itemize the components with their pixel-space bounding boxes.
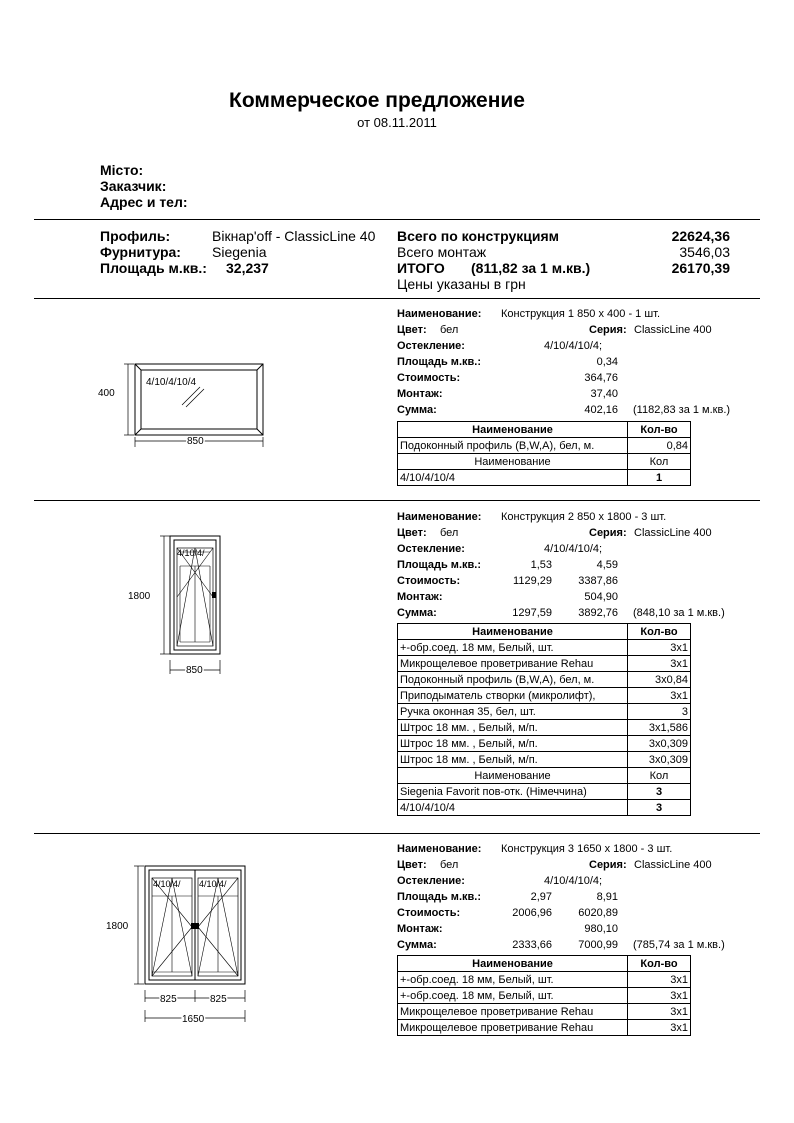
sum-unit: 1297,59 bbox=[512, 607, 552, 619]
item-name: Подоконный профиль (B,W,A), бел, м. bbox=[398, 672, 628, 688]
glazing-value: 4/10/4/10/4; bbox=[544, 340, 603, 352]
glass-label: 4/10/4/ bbox=[177, 548, 205, 558]
area-label: Площадь м.кв.: bbox=[397, 356, 481, 368]
divider bbox=[34, 298, 760, 299]
item-qty: 3 bbox=[628, 800, 691, 816]
width-dim: 850 bbox=[186, 665, 203, 676]
document-date: от 08.11.2011 bbox=[357, 115, 437, 130]
cost-label: Стоимость: bbox=[397, 907, 461, 919]
area-unit: 2,97 bbox=[530, 891, 552, 903]
construction-name: Конструкция 2 850 х 1800 - 3 шт. bbox=[501, 511, 667, 523]
col-name: Наименование bbox=[398, 454, 628, 470]
area-value: 32,237 bbox=[226, 260, 269, 276]
series-value: ClassicLine 400 bbox=[634, 527, 712, 539]
col-qty: Кол bbox=[628, 454, 691, 470]
divider bbox=[34, 500, 760, 501]
name-label: Наименование: bbox=[397, 308, 482, 320]
item-name: Микрощелевое проветривание Rehau bbox=[398, 656, 628, 672]
area-label: Площадь м.кв.: bbox=[100, 260, 207, 276]
sum-unit: 402,16 bbox=[584, 404, 618, 416]
currency-note: Цены указаны в грн bbox=[397, 276, 526, 292]
height-dim: 400 bbox=[98, 388, 115, 399]
total-constructions-label: Всего по конструкциям bbox=[397, 228, 560, 244]
color-label: Цвет: bbox=[397, 324, 427, 336]
item-name: +-обр.соед. 18 мм, Белый, шт. bbox=[398, 972, 628, 988]
total-install-value: 3546,03 bbox=[679, 244, 730, 260]
item-name: Ручка оконная 35, бел, шт. bbox=[398, 704, 628, 720]
hardware-value: Siegenia bbox=[212, 244, 267, 260]
glass-label: 4/10/4/ bbox=[153, 879, 181, 889]
install-value: 980,10 bbox=[584, 923, 618, 935]
item-name: 4/10/4/10/4 bbox=[398, 800, 628, 816]
install-label: Монтаж: bbox=[397, 591, 443, 603]
item-qty: 0,84 bbox=[628, 438, 691, 454]
item-qty: 3 bbox=[628, 784, 691, 800]
area-total: 4,59 bbox=[596, 559, 618, 571]
install-value: 37,40 bbox=[590, 388, 618, 400]
glazing-label: Остекление: bbox=[397, 543, 465, 555]
name-label: Наименование: bbox=[397, 843, 482, 855]
items-table bbox=[397, 955, 691, 1036]
sum-label: Сумма: bbox=[397, 404, 437, 416]
item-name: Штрос 18 мм. , Белый, м/п. bbox=[398, 720, 628, 736]
color-value: бел bbox=[440, 859, 459, 871]
item-qty: 3x1,586 bbox=[628, 720, 691, 736]
install-value: 504,90 bbox=[584, 591, 618, 603]
name-label: Наименование: bbox=[397, 511, 482, 523]
construction-name: Конструкция 1 850 х 400 - 1 шт. bbox=[501, 308, 661, 320]
grand-total-per-m2: (811,82 за 1 м.кв.) bbox=[471, 260, 591, 276]
col-name: Наименование bbox=[398, 624, 628, 640]
item-qty: 1 bbox=[628, 470, 691, 486]
item-name: +-обр.соед. 18 мм, Белый, шт. bbox=[398, 640, 628, 656]
cost-total: 3387,86 bbox=[578, 575, 618, 587]
items-table bbox=[397, 421, 691, 486]
area-label: Площадь м.кв.: bbox=[397, 559, 481, 571]
col-qty: Кол-во bbox=[628, 624, 691, 640]
customer-label: Заказчик: bbox=[100, 178, 167, 194]
color-value: бел bbox=[440, 527, 459, 539]
total-install-label: Всего монтаж bbox=[397, 244, 487, 260]
divider bbox=[34, 219, 760, 220]
sum-label: Сумма: bbox=[397, 607, 437, 619]
item-name: Штрос 18 мм. , Белый, м/п. bbox=[398, 736, 628, 752]
items-table bbox=[397, 623, 691, 816]
sum-total: 3892,76 bbox=[578, 607, 618, 619]
page-title: Коммерческое предложение bbox=[229, 89, 525, 112]
city-label: Місто: bbox=[100, 162, 144, 178]
cost-label: Стоимость: bbox=[397, 575, 461, 587]
per-m2: (785,74 за 1 м.кв.) bbox=[633, 939, 725, 951]
color-label: Цвет: bbox=[397, 527, 427, 539]
item-name: Siegenia Favorit пов-отк. (Німеччина) bbox=[398, 784, 628, 800]
width-dim: 1650 bbox=[182, 1014, 205, 1025]
col-qty: Кол-во bbox=[628, 956, 691, 972]
series-label: Серия: bbox=[589, 324, 627, 336]
window-drawing bbox=[90, 355, 270, 455]
item-name: 4/10/4/10/4 bbox=[398, 470, 628, 486]
item-qty: 3x0,309 bbox=[628, 752, 691, 768]
divider bbox=[34, 833, 760, 834]
series-label: Серия: bbox=[589, 859, 627, 871]
series-label: Серия: bbox=[589, 527, 627, 539]
item-name: Микрощелевое проветривание Rehau bbox=[398, 1004, 628, 1020]
cost-unit: 364,76 bbox=[584, 372, 618, 384]
hardware-label: Фурнитура: bbox=[100, 244, 181, 260]
sum-total: 7000,99 bbox=[578, 939, 618, 951]
item-qty: 3x1 bbox=[628, 972, 691, 988]
series-value: ClassicLine 400 bbox=[634, 859, 712, 871]
item-qty: 3x1 bbox=[628, 688, 691, 704]
item-qty: 3x0,309 bbox=[628, 736, 691, 752]
profile-label: Профиль: bbox=[100, 228, 171, 244]
install-label: Монтаж: bbox=[397, 923, 443, 935]
width-dim-right: 825 bbox=[210, 994, 227, 1005]
col-qty: Кол-во bbox=[628, 422, 691, 438]
item-qty: 3x1 bbox=[628, 1020, 691, 1036]
area-unit: 1,53 bbox=[530, 559, 552, 571]
glazing-label: Остекление: bbox=[397, 875, 465, 887]
address-label: Адрес и тел: bbox=[100, 194, 188, 210]
item-name: +-обр.соед. 18 мм, Белый, шт. bbox=[398, 988, 628, 1004]
per-m2: (848,10 за 1 м.кв.) bbox=[633, 607, 725, 619]
sum-unit: 2333,66 bbox=[512, 939, 552, 951]
cost-label: Стоимость: bbox=[397, 372, 461, 384]
item-qty: 3x1 bbox=[628, 1004, 691, 1020]
glass-label: 4/10/4/ bbox=[199, 879, 227, 889]
item-name: Подоконный профиль (B,W,A), бел, м. bbox=[398, 438, 628, 454]
window-drawing bbox=[100, 860, 260, 1030]
item-name: Приподыматель створки (микролифт), bbox=[398, 688, 628, 704]
item-name: Штрос 18 мм. , Белый, м/п. bbox=[398, 752, 628, 768]
grand-total-value: 26170,39 bbox=[671, 260, 730, 276]
cost-unit: 2006,96 bbox=[512, 907, 552, 919]
height-dim: 1800 bbox=[128, 591, 151, 602]
total-constructions-value: 22624,36 bbox=[671, 228, 730, 244]
item-qty: 3 bbox=[628, 704, 691, 720]
glass-label: 4/10/4/10/4 bbox=[146, 377, 197, 388]
grand-total-label: ИТОГО bbox=[397, 260, 445, 276]
item-qty: 3x1 bbox=[628, 656, 691, 672]
color-label: Цвет: bbox=[397, 859, 427, 871]
glazing-value: 4/10/4/10/4; bbox=[544, 875, 603, 887]
area-label: Площадь м.кв.: bbox=[397, 891, 481, 903]
per-m2: (1182,83 за 1 м.кв.) bbox=[633, 404, 731, 416]
item-qty: 3x1 bbox=[628, 640, 691, 656]
col-qty: Кол bbox=[628, 768, 691, 784]
width-dim: 850 bbox=[187, 436, 204, 447]
cost-total: 6020,89 bbox=[578, 907, 618, 919]
item-qty: 3x1 bbox=[628, 988, 691, 1004]
height-dim: 1800 bbox=[106, 921, 129, 932]
color-value: бел bbox=[440, 324, 459, 336]
cost-unit: 1129,29 bbox=[513, 575, 552, 587]
area-total: 8,91 bbox=[596, 891, 618, 903]
profile-value: Вікнар'off - ClassicLine 40 bbox=[212, 228, 376, 244]
item-name: Микрощелевое проветривание Rehau bbox=[398, 1020, 628, 1036]
sum-label: Сумма: bbox=[397, 939, 437, 951]
col-name: Наименование bbox=[398, 956, 628, 972]
width-dim-left: 825 bbox=[160, 994, 177, 1005]
construction-name: Конструкция 3 1650 х 1800 - 3 шт. bbox=[501, 843, 673, 855]
col-name: Наименование bbox=[398, 422, 628, 438]
area-unit: 0,34 bbox=[596, 356, 618, 368]
glazing-label: Остекление: bbox=[397, 340, 465, 352]
item-qty: 3x0,84 bbox=[628, 672, 691, 688]
series-value: ClassicLine 400 bbox=[634, 324, 712, 336]
window-drawing bbox=[120, 530, 260, 680]
glazing-value: 4/10/4/10/4; bbox=[544, 543, 603, 555]
col-name: Наименование bbox=[398, 768, 628, 784]
install-label: Монтаж: bbox=[397, 388, 443, 400]
